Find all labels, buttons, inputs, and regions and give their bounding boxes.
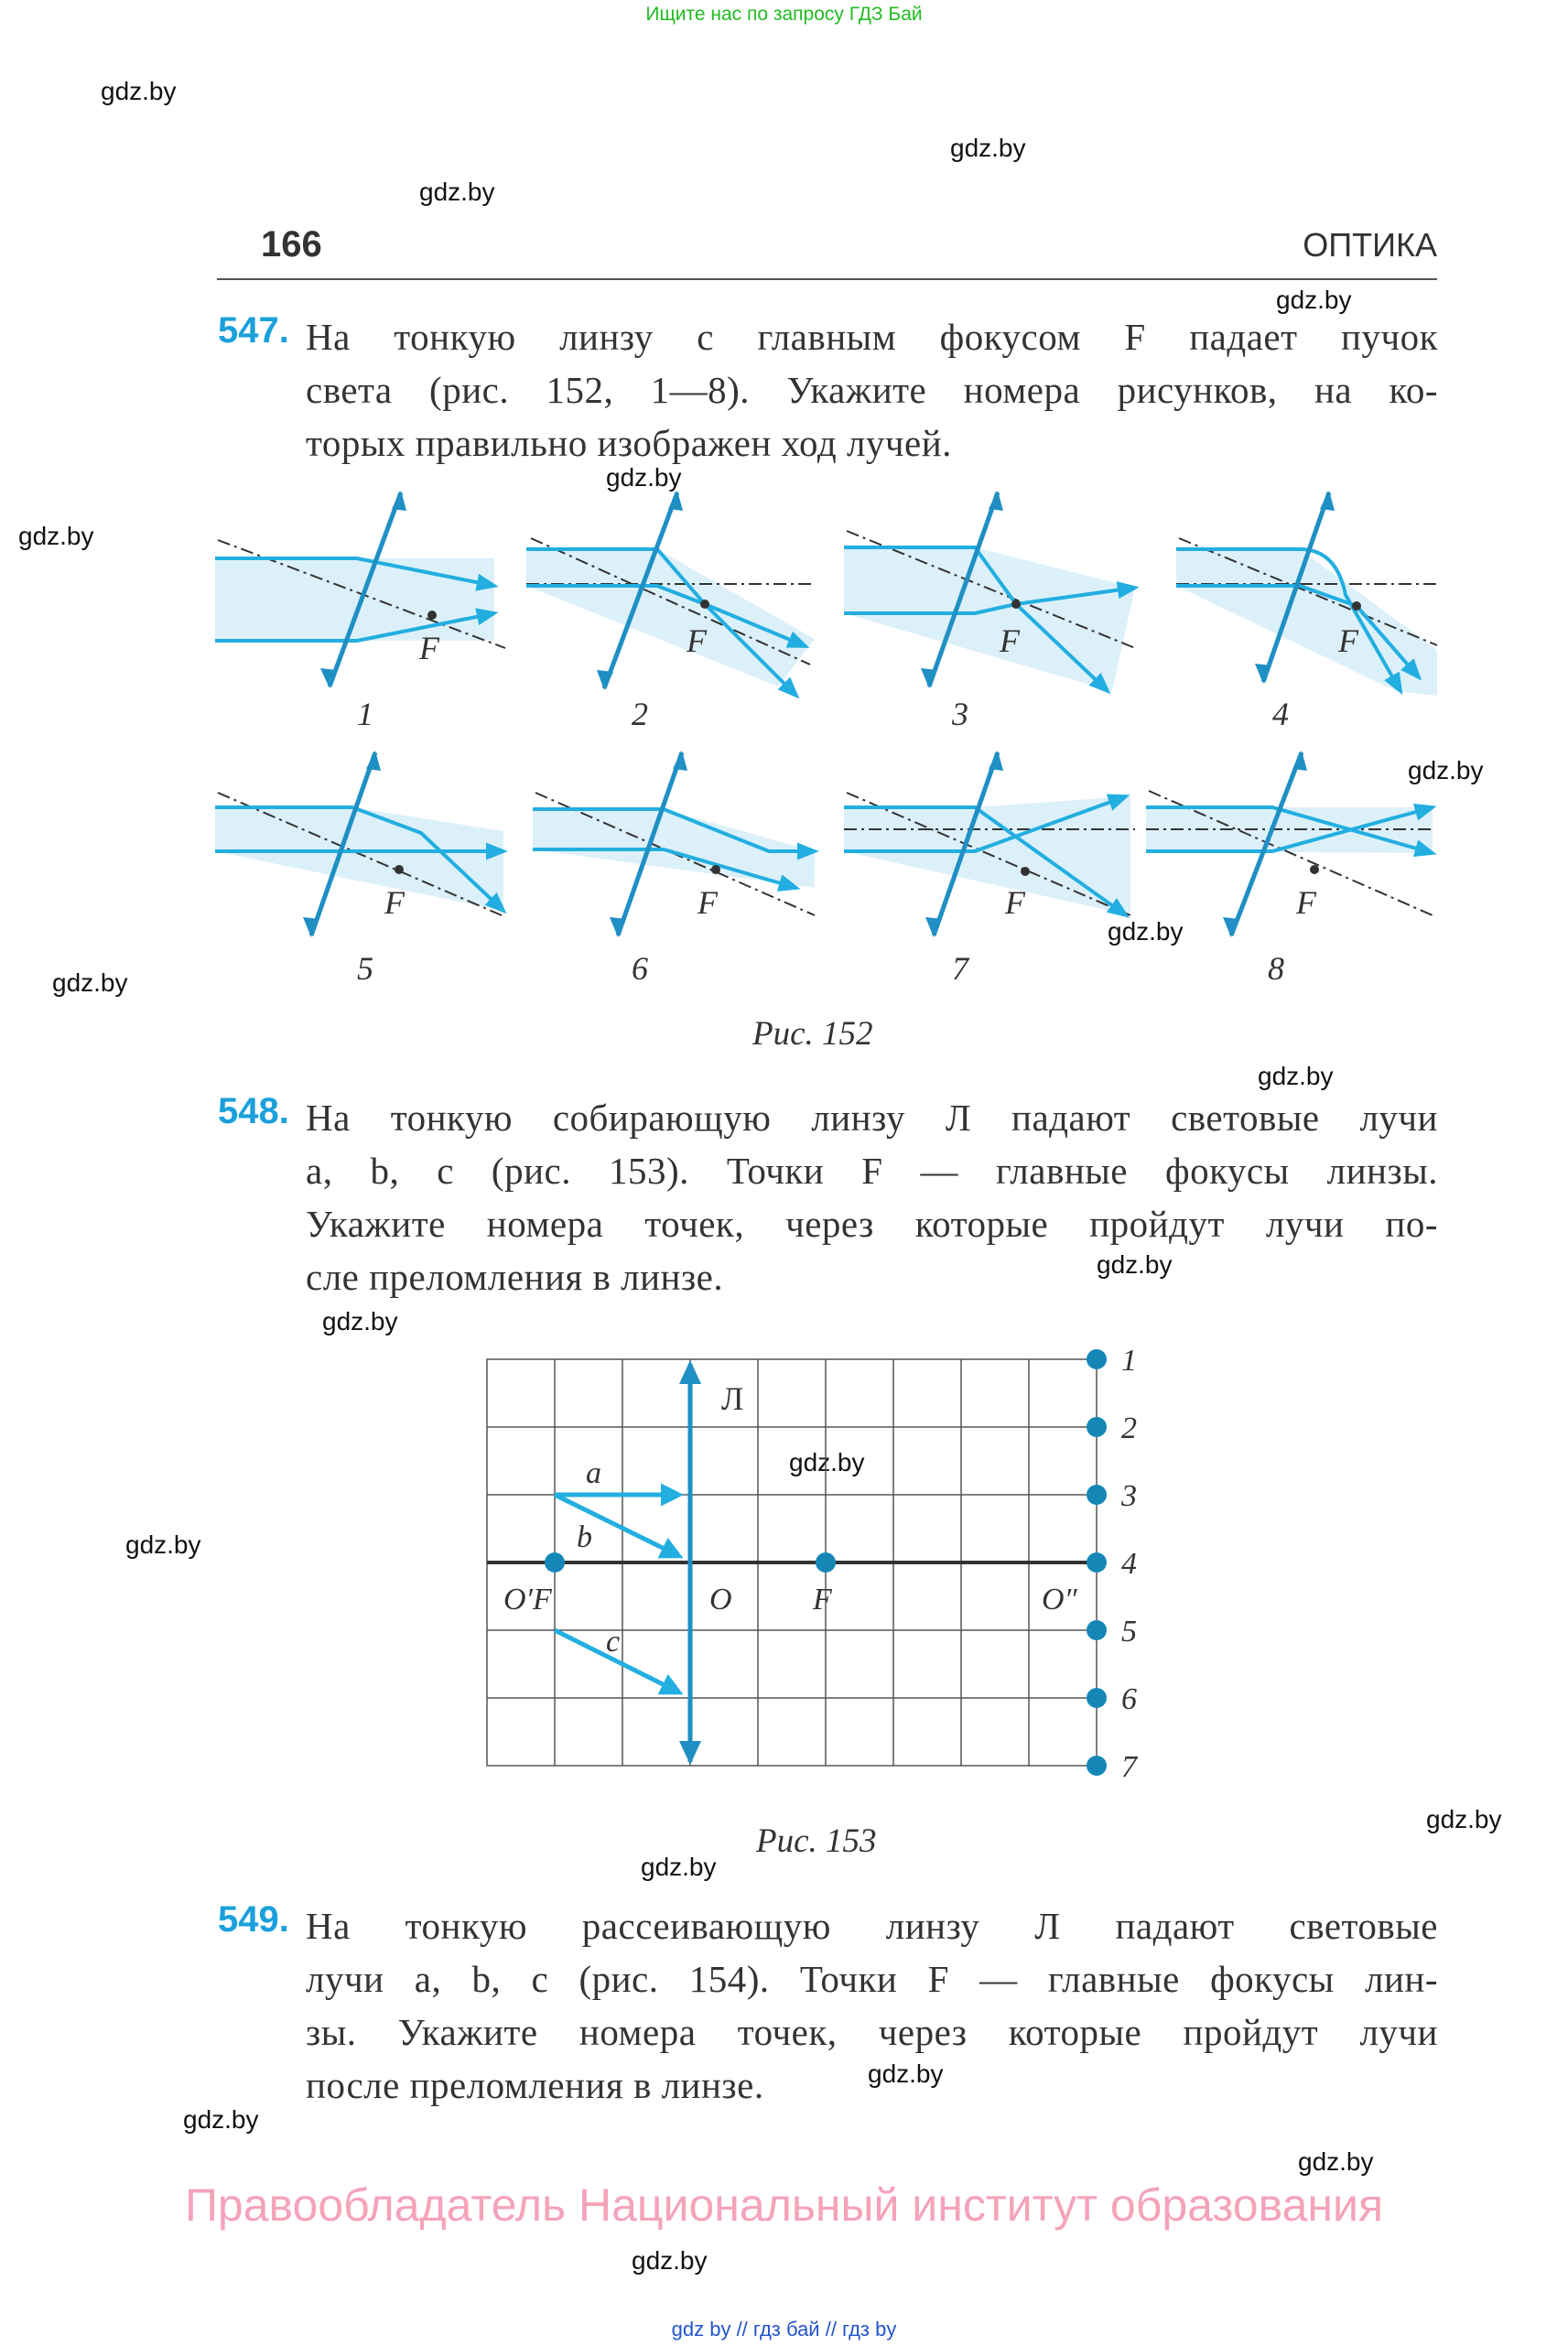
panel-label: 1 [357,696,373,732]
watermark: gdz.by [1097,1250,1173,1279]
focus-label: F [384,884,405,921]
watermark: gdz.by [632,2246,708,2275]
point-label: 4 [1121,1547,1137,1581]
figure-caption: Рис. 152 [752,1015,873,1053]
problem-line: лучи a, b, c (рис. 154). Точки F — главные фокусы лин- [306,1958,1438,2000]
watermark: gdz.by [18,522,94,550]
fig152-panel-3 [844,491,1135,732]
watermark: gdz.by [1298,2147,1374,2176]
lens-label: Л [721,1380,744,1417]
problem-text [306,310,1438,470]
watermark: gdz.by [950,134,1026,162]
watermark: gdz.by [1408,756,1484,784]
panel-label: 3 [952,696,968,732]
section-title: ОПТИКА [1303,226,1437,264]
problem-line: сле преломления в линзе. [306,1256,724,1298]
panel-label: 5 [357,950,373,987]
watermark: gdz.by [641,1853,717,1881]
axis-label: F [813,1583,832,1616]
focus-label: F [1000,622,1020,659]
problem-line: после преломления в линзе. [306,2064,764,2106]
page-number: 166 [261,224,322,265]
problem-text [306,1091,1438,1303]
ray-b [555,1495,679,1556]
point-label: 1 [1121,1344,1137,1378]
problem-line: На тонкую собирающую линзу Л падают световые лучи [306,1097,1438,1139]
problem-line: торых правильно изображен ход лучей. [306,422,952,464]
fig152-panel-1 [215,491,505,732]
watermark: gdz.by [606,463,682,492]
point-label: 2 [1121,1411,1137,1445]
focus-point-left [545,1552,565,1573]
focus-label: F [1338,622,1358,659]
problem-text [306,1899,1438,2112]
point-label: 6 [1121,1682,1137,1716]
watermark: gdz.by [322,1307,398,1335]
fig152-panel-5 [215,751,503,987]
problem-line: света (рис. 152, 1—8). Укажите номера рисунков, на ко- [306,369,1438,411]
axis-label: O″ [1042,1583,1077,1616]
axis-label: O [709,1583,732,1616]
ray-label: b [577,1520,592,1554]
point-label: 3 [1121,1479,1137,1513]
watermark: gdz.by [183,2105,259,2134]
header-divider [217,278,1437,280]
problem-line: На тонкую рассеивающую линзу Л падают световые [306,1905,1438,1947]
footer-links[interactable]: gdz by // гдз бай // гдз by [671,2318,897,2341]
problem-line: a, b, c (рис. 153). Точки F — главные фокусы линзы. [306,1150,1438,1192]
watermark: gdz.by [101,77,177,105]
watermark: gdz.by [1108,917,1184,946]
panel-label: 2 [632,696,648,732]
figure-153 [476,1336,1208,1785]
focus-label: F [687,622,707,659]
focus-point-right [816,1552,836,1573]
fig152-panel-6 [533,751,815,987]
figure-152 [211,485,1446,998]
panel-label: 8 [1268,950,1284,987]
problem-number: 547. [218,310,289,351]
fig152-panel-7 [844,751,1135,987]
fig152-panel-2 [526,491,815,732]
focus-label: F [1005,884,1025,921]
problem-number: 549. [218,1899,289,1940]
axis-label: O′F [503,1583,552,1616]
problem-line: Укажите номера точек, через которые пройдут лучи по- [306,1203,1438,1245]
problem-line: На тонкую линзу с главным фокусом F падает пучок [306,316,1438,358]
fig152-panel-4 [1176,491,1437,732]
watermark: gdz.by [52,968,128,997]
figure-caption: Рис. 153 [756,1822,877,1860]
problem-line: зы. Укажите номера точек, через которые пройдут лучи [306,2011,1438,2053]
problem-number: 548. [218,1091,289,1131]
panel-label: 7 [952,950,968,987]
panel-label: 4 [1272,696,1289,732]
focus-label: F [419,630,439,666]
ray-label: c [606,1625,621,1659]
watermark: gdz.by [125,1530,201,1559]
watermark: gdz.by [1276,286,1352,314]
focus-label: F [697,884,718,921]
ray-label: a [586,1456,601,1490]
copyright-notice: Правообладатель Национальный институт образования [184,2179,1384,2231]
point-label: 7 [1121,1750,1137,1784]
watermark: gdz.by [1426,1805,1502,1833]
focus-label: F [1296,884,1316,921]
watermark: gdz.by [1258,1062,1334,1090]
search-banner: Ищите нас по запросу ГДЗ Бай [645,4,923,25]
point-label: 5 [1121,1615,1137,1649]
fig152-panel-8 [1146,751,1433,987]
panel-label: 6 [632,950,648,987]
watermark: gdz.by [419,178,495,206]
watermark: gdz.by [789,1448,865,1476]
watermark: gdz.by [868,2060,944,2088]
